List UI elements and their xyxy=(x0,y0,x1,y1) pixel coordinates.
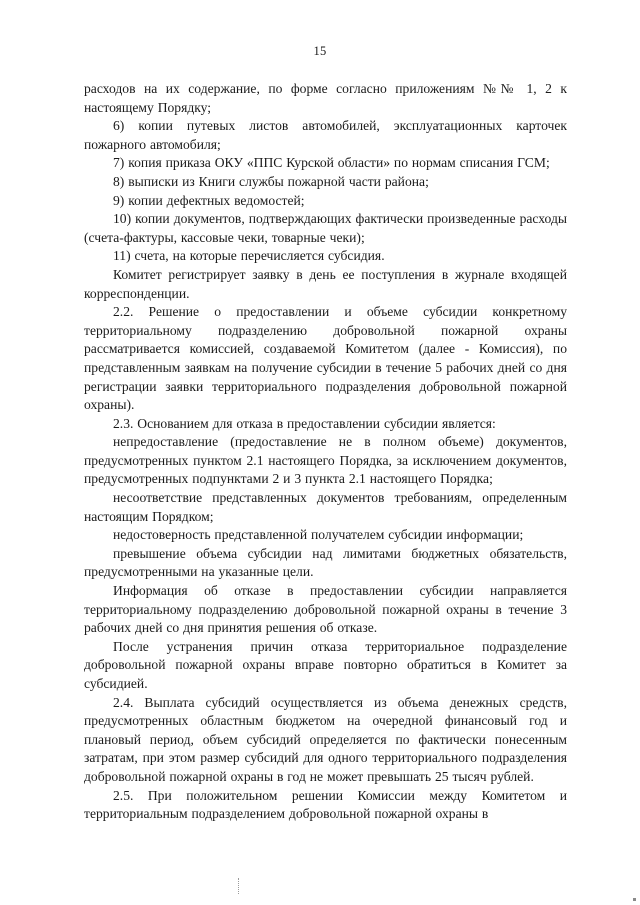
list-item-11: 11) счета, на которые перечисляется субсидия. xyxy=(113,248,385,264)
paragraph-registration: Комитет регистрирует заявку в день ее поступления в журнале входящей корреспонденции. xyxy=(84,266,567,301)
section-2-5: 2.5. При положительном решении Комиссии между Комитетом и территориальным подразделением добровольной пожарной охраны в xyxy=(84,787,567,822)
scan-artifact-mark xyxy=(238,878,240,894)
document-body xyxy=(84,80,567,824)
paragraph-reapply: После устранения причин отказа территориальное подразделение добровольной пожарной охраны вправе повторно обратиться в Комитет за субсидией. xyxy=(84,638,567,691)
list-item-7: 7) копия приказа ОКУ «ППС Курской области» по нормам списания ГСМ; xyxy=(113,155,550,171)
page-number: 15 xyxy=(313,44,327,58)
scan-corner-dot xyxy=(633,898,636,901)
section-2-4: 2.4. Выплата субсидий осуществляется из объема денежных средств, предусмотренных областным бюджетом на очередной финансовый год и плановый период, объем субсидий определяется по фактически понесенным затратам, при этом размер субсидий для одного территориального подразделения добровольной пожарной охраны в год не может превышать 25 тысяч рублей. xyxy=(84,694,567,784)
section-2-2: 2.2. Решение о предоставлении и объеме субсидии конкретному территориальному подразделению добровольной пожарной охраны рассматривается комиссией, создаваемой Комитетом (далее - Комиссия), по представленным заявкам на получение субсидии в течение 5 рабочих дней со дня регистрации заявки территориального подразделения добровольной пожарной охраны). xyxy=(84,304,567,413)
list-item-9: 9) копии дефектных ведомостей; xyxy=(113,192,305,208)
paragraph-refusal-notice: Информация об отказе в предоставлении субсидии направляется территориальному подразделению добровольной пожарной охраны в течение 3 рабочих дней со дня принятия решения об отказе. xyxy=(84,583,567,636)
section-2-3: 2.3. Основанием для отказа в предоставлении субсидии является: xyxy=(113,415,496,431)
refusal-reason-2: несоответствие представленных документов требованиям, определенным настоящим Порядком; xyxy=(84,490,567,524)
list-item-6: 6) копии путевых листов автомобилей, эксплуатационных карточек пожарного автомобиля; xyxy=(84,118,567,152)
refusal-reason-3: недостоверность представленной получателем субсидии информации; xyxy=(113,527,524,543)
refusal-reason-4: превышение объема субсидии над лимитами бюджетных обязательств, предусмотренными на указанные цели. xyxy=(84,545,567,580)
list-item-10: 10) копии документов, подтверждающих фактически произведенные расходы (счета-фактуры, кассовые чеки, товарные чеки); xyxy=(84,211,567,245)
paragraph-continuation: расходов на их содержание, по форме согласно приложениям №№ 1, 2 к настоящему Порядку; xyxy=(84,81,567,115)
list-item-8: 8) выписки из Книги службы пожарной части района; xyxy=(113,173,429,189)
refusal-reason-1: непредоставление (предоставление не в полном объеме) документов, предусмотренных пунктом 2.1 настоящего Порядка, за исключением документов, предусмотренных подпунктами 2 и 3 пункта 2.1 настоящего Порядка; xyxy=(84,434,567,487)
